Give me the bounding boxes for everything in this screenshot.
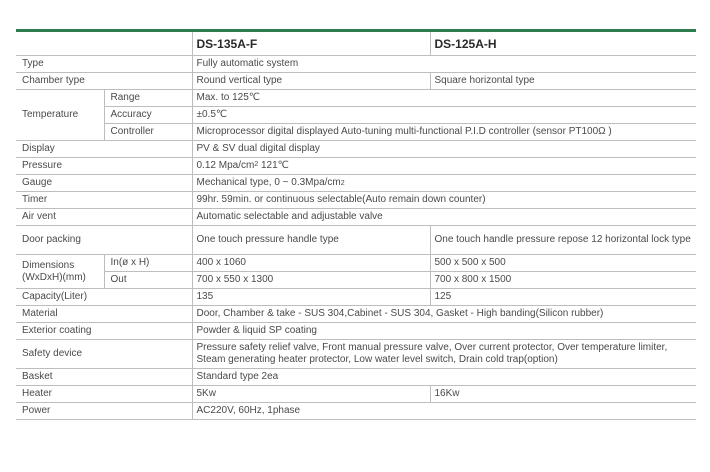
row-label: Type <box>16 56 192 73</box>
row-label: Basket <box>16 369 192 386</box>
row-type <box>16 56 696 73</box>
row-exterior-coating <box>16 323 696 340</box>
sub-label: Range <box>104 90 192 107</box>
row-timer <box>16 192 696 209</box>
row-safety-device <box>16 340 696 369</box>
row-heater <box>16 386 696 403</box>
row-value: ±0.5℃ <box>192 107 696 124</box>
row-value: PV & SV dual digital display <box>192 141 696 158</box>
row-label: Capacity(Liter) <box>16 289 192 306</box>
model-b-value: Square horizontal type <box>430 73 696 90</box>
model-a-value: 700 x 550 x 1300 <box>192 272 430 289</box>
row-value: Automatic selectable and adjustable valve <box>192 209 696 226</box>
spec-table <box>16 32 696 420</box>
model-a-value: 5Kw <box>192 386 430 403</box>
model-a-value: 135 <box>192 289 430 306</box>
row-temperature-controller <box>16 124 696 141</box>
row-value: Max. to 125℃ <box>192 90 696 107</box>
model-b-value: 700 x 800 x 1500 <box>430 272 696 289</box>
dimensions-label-line1: Dimensions <box>22 259 75 271</box>
model-a-value: One touch pressure handle type <box>192 226 430 255</box>
row-label: Pressure <box>16 158 192 175</box>
row-value: Pressure safety relief valve, Front manual pressure valve, Over current protector, Over temperature limiter, Steam generating heater protector, Low water level switch, Drain cold trap(option) <box>192 340 696 369</box>
model-a-value: Round vertical type <box>192 73 430 90</box>
row-material <box>16 306 696 323</box>
row-value: 99hr. 59min. or continuous selectable(Auto remain down counter) <box>192 192 696 209</box>
row-value: Fully automatic system <box>192 56 696 73</box>
row-display <box>16 141 696 158</box>
model-b-value: 500 x 500 x 500 <box>430 255 696 272</box>
dimensions-label <box>16 255 104 289</box>
row-temperature-accuracy <box>16 107 696 124</box>
row-label: Heater <box>16 386 192 403</box>
model-a-header: DS-135A-F <box>192 32 430 56</box>
row-air-vent <box>16 209 696 226</box>
row-value: Door, Chamber & take - SUS 304,Cabinet - SUS 304, Gasket - High banding(Silicon rubber) <box>192 306 696 323</box>
row-capacity <box>16 289 696 306</box>
sub-label: Out <box>104 272 192 289</box>
row-power <box>16 403 696 420</box>
model-b-value: 16Kw <box>430 386 696 403</box>
sub-label: Accuracy <box>104 107 192 124</box>
header-row <box>16 32 696 56</box>
pressure-unit-exponent: 2 <box>254 161 259 168</box>
row-label: Exterior coating <box>16 323 192 340</box>
spec-table-container <box>16 29 696 420</box>
row-value: AC220V, 60Hz, 1phase <box>192 403 696 420</box>
row-label: Material <box>16 306 192 323</box>
row-label: Power <box>16 403 192 420</box>
row-label: Air vent <box>16 209 192 226</box>
row-value: Standard type 2ea <box>192 369 696 386</box>
model-b-value: One touch handle pressure repose 12 horizontal lock type <box>430 226 696 255</box>
row-label: Gauge <box>16 175 192 192</box>
row-value <box>192 175 696 192</box>
row-dimensions-out <box>16 272 696 289</box>
gauge-unit-exponent: 2 <box>340 180 345 187</box>
pressure-value-temp: 121℃ <box>258 160 289 171</box>
row-label: Door packing <box>16 226 192 255</box>
model-b-value: 125 <box>430 289 696 306</box>
model-b-header: DS-125A-H <box>430 32 696 56</box>
row-value <box>192 158 696 175</box>
temperature-label: Temperature <box>16 90 104 141</box>
row-value: Microprocessor digital displayed Auto-tuning multi-functional P.I.D controller (sensor PT100Ω ) <box>192 124 696 141</box>
row-value: Powder & liquid SP coating <box>192 323 696 340</box>
gauge-value-main: Mechanical type, 0 ~ 0.3Mpa/cm <box>196 177 341 188</box>
row-dimensions-in <box>16 255 696 272</box>
row-chamber-type <box>16 73 696 90</box>
row-label: Timer <box>16 192 192 209</box>
header-blank-cell <box>16 32 192 56</box>
pressure-value-main: 0.12 Mpa/cm <box>196 160 255 171</box>
dimensions-label-line2: (WxDxH)(mm) <box>22 271 86 283</box>
sub-label: Controller <box>104 124 192 141</box>
row-label: Safety device <box>16 340 192 369</box>
row-gauge <box>16 175 696 192</box>
row-pressure <box>16 158 696 175</box>
row-label: Display <box>16 141 192 158</box>
row-label: Chamber type <box>16 73 192 90</box>
row-basket <box>16 369 696 386</box>
row-door-packing <box>16 226 696 255</box>
row-temperature-range <box>16 90 696 107</box>
sub-label: In(ø x H) <box>104 255 192 272</box>
model-a-value: 400 x 1060 <box>192 255 430 272</box>
